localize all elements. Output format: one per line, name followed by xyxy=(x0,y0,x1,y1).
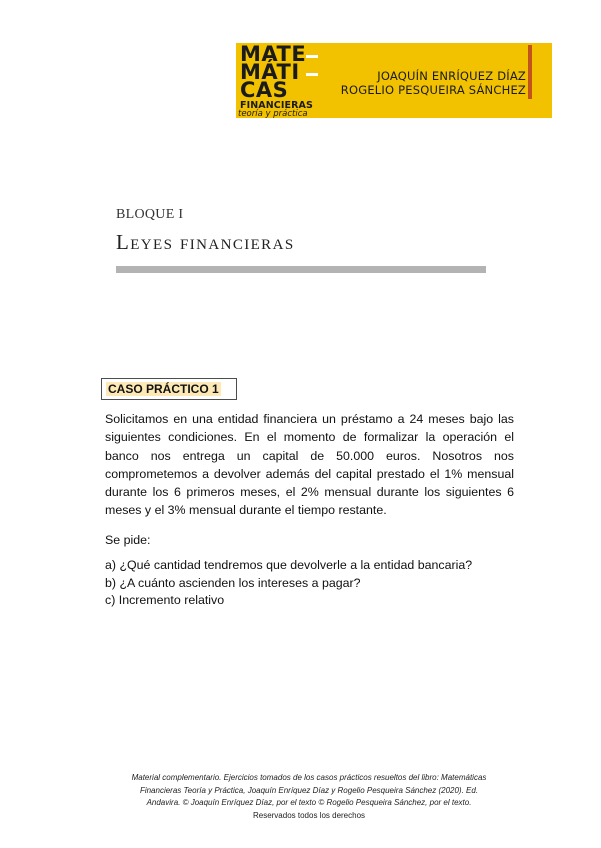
footer-line-4: Reservados todos los derechos xyxy=(252,810,366,820)
footer-line-3: Andavira. © Joaquín Enríquez Díaz, por el texto © Rogelio Pesqueira Sánchez, por el texto. xyxy=(146,798,472,807)
copyright-footer xyxy=(100,772,518,822)
section-title: Leyes financieras xyxy=(116,230,295,254)
footer-line-2: Financieras Teoría y Práctica, Joaquín Enríquez Díaz y Rogelio Pesqueira Sánchez (2020). Ed. xyxy=(139,785,479,795)
block-label: BLOQUE I xyxy=(116,207,184,222)
logo-subtitle: teoría y práctica xyxy=(238,109,308,119)
question-c: c) Incremento relativo xyxy=(105,593,225,607)
question-b: b) ¿A cuánto ascienden los intereses a pagar? xyxy=(105,575,361,590)
case-prompt: Se pide: xyxy=(105,533,151,547)
logo-financieras: FINANCIERAS xyxy=(240,100,313,111)
logo-line-2: MÁTI xyxy=(240,60,300,84)
question-list xyxy=(105,557,514,610)
author-1: JOAQUÍN ENRÍQUEZ DÍAZ xyxy=(377,69,526,83)
authors-block xyxy=(336,69,526,97)
case-label-box xyxy=(101,378,237,400)
logo-dash xyxy=(306,55,318,58)
logo-dash xyxy=(306,73,318,76)
section-rule xyxy=(116,266,486,273)
question-a: a) ¿Qué cantidad tendremos que devolverle a la entidad bancaria? xyxy=(105,558,473,572)
footer-line-1: Material complementario. Ejercicios tomados de los casos prácticos resueltos del libro: Matemáticas xyxy=(131,773,487,782)
logo-line-3: CAS xyxy=(240,78,289,102)
case-statement: Solicitamos en una entidad financiera un préstamo a 24 meses bajo las siguientes condiciones. En el momento de formalizar la operación el banco nos entrega un capital de 50.000 euros. Nosotros nos comprometemos a devolver además del capital prestado el 1% mensual durante los 6 primeros meses, el 2% mensual durante los siguientes 6 meses y el 3% mensual durante el tiempo restante. xyxy=(105,412,514,518)
book-logo xyxy=(236,43,328,118)
case-label: CASO PRÁCTICO 1 xyxy=(108,382,219,396)
author-2: ROGELIO PESQUEIRA SÁNCHEZ xyxy=(340,83,526,97)
book-banner xyxy=(236,43,552,118)
accent-bar xyxy=(528,45,532,99)
logo-line-1: MATE xyxy=(240,42,307,66)
